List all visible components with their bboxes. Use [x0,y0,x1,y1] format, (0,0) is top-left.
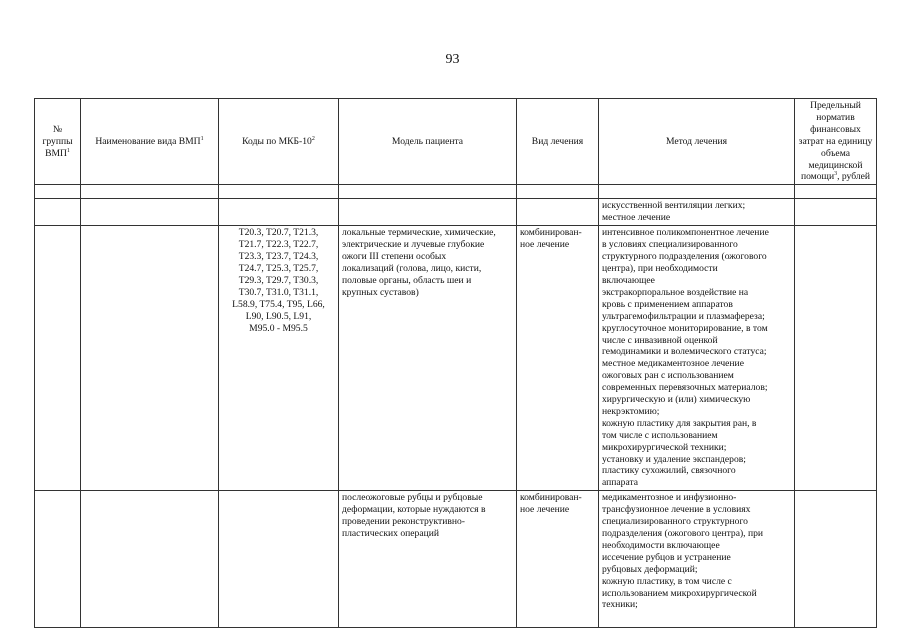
cell-group [35,491,81,628]
cell-model: локальные термические, химические, электрические и лучевые глубокие ожоги III степени особых локализаций (голова, лицо, кисти, половые органы, область шеи и крупных суставов) [339,226,517,491]
cell-codes: T20.3, T20.7, T21.3, T21.7, T22.3, T22.7, T23.3, T23.7, T24.3, T24.7, T25.3, T25.7, T29.3, T29.7, T30.3, T30.7, T31.0, T31.1, L58.9, T75.4, T95, L66, L90, L90.5, L91, M95.0 - M95.5 [219,226,339,491]
cell-type: комбинирован- ное лечение [517,226,599,491]
header-icd-codes: Коды по МКБ-$10^2$ [219,99,339,185]
header-treatment-type: Вид лечения [517,99,599,185]
cell-type: комбинирован- ное лечение [517,491,599,628]
table-header-row [35,99,877,185]
cell-codes [219,199,339,226]
header-patient-model: Модель пациента [339,99,517,185]
header-group-number: № группы ВМП$^1$ [35,99,81,185]
cell-norm [795,199,877,226]
table-spacer-row [35,185,877,199]
treatment-table [34,98,877,628]
table-row [35,199,877,226]
cell-codes [219,491,339,628]
header-vmp-name: Наименование вида ВМП$^1$ [81,99,219,185]
cell-name [81,491,219,628]
cell-model: послеожоговые рубцы и рубцовые деформации, которые нуждаются в проведении реконструктивно- пластических операций [339,491,517,628]
cell-name [81,226,219,491]
cell-method: интенсивное поликомпонентное лечение в условиях специализированного структурного подразделения (ожогового центра), при необходимости включающее экстракорпоральное воздействие на кровь с применением аппаратов ультрагемофильтрации и плазмафереза; круглосуточное мониторирование, в том числе с инвазивной оценкой гемодинамики и волемического статуса; местное медикаментозное лечение ожоговых ран с использованием современных перевязочных материалов; хирургическую и (или) химическую некрэктомию; кожную пластику для закрытия ран, в том числе с использованием микрохирургической техники; установку и удаление экспандеров; пластику сухожилий, связочного аппарата [599,226,795,491]
table-row [35,491,877,628]
cell-name [81,199,219,226]
cell-group [35,199,81,226]
cell-method: искусственной вентиляции легких; местное лечение [599,199,795,226]
header-cost-norm: Предельный норматив финансовых затрат на единицу объема медицинской помощи$^3$, рублей [795,99,877,185]
header-treatment-method: Метод лечения [599,99,795,185]
cell-norm [795,226,877,491]
cell-model [339,199,517,226]
cell-method: медикаментозное и инфузионно- трансфузионное лечение в условиях специализированного структурного подразделения (ожогового центра), при необходимости включающее иссечение рубцов и устранение рубцовых деформаций; кожную пластику, в том числе с использованием микрохирургической техники; [599,491,795,628]
cell-group [35,226,81,491]
cell-norm [795,491,877,628]
table-row [35,226,877,491]
page-number: 93 [445,52,460,67]
cell-type [517,199,599,226]
